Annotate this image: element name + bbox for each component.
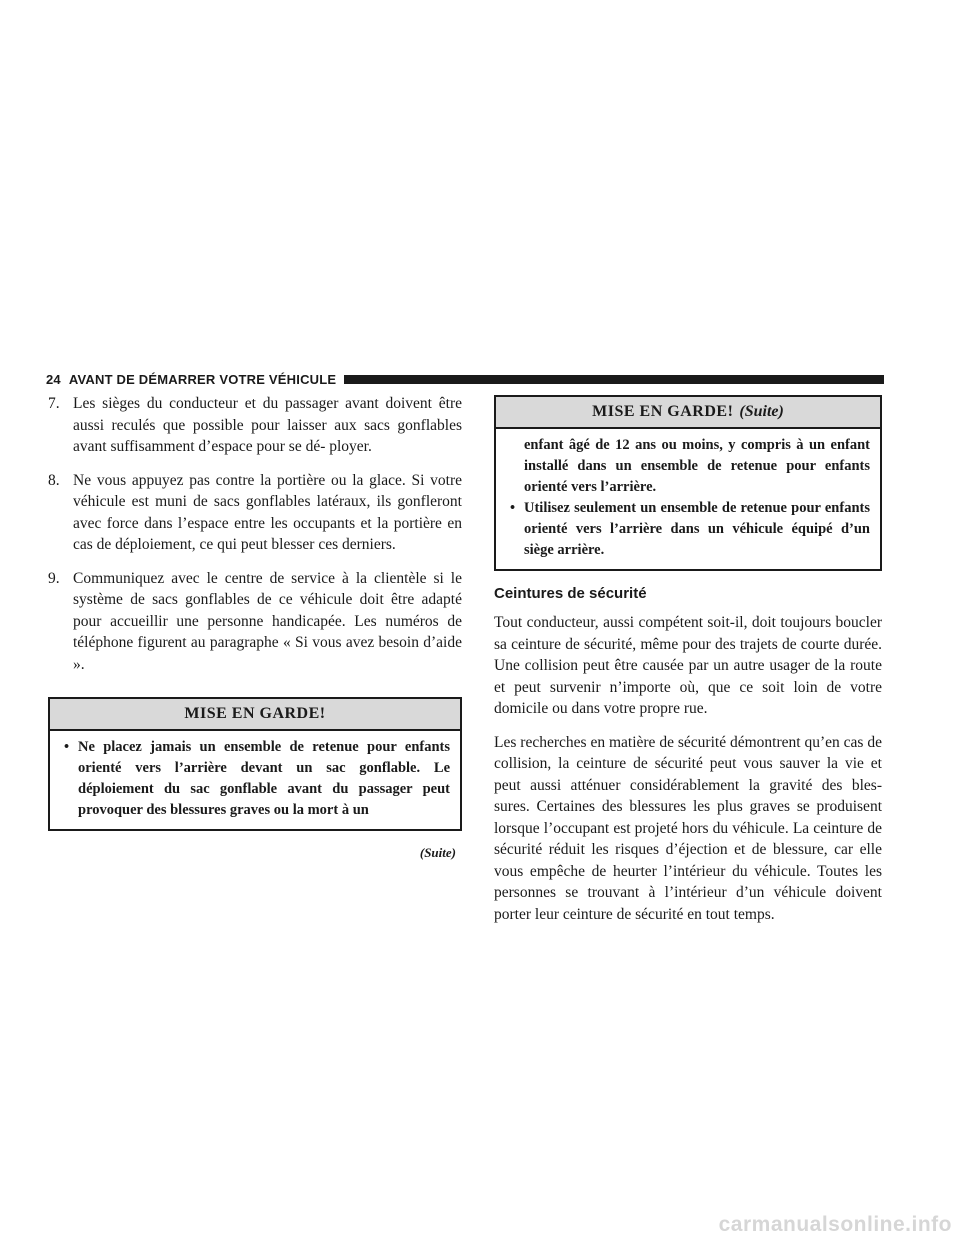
warning-bullet xyxy=(510,498,870,561)
list-item xyxy=(48,470,462,556)
item-text: Ne vous appuyez pas contre la portière ou la glace. Si votre véhicule est muni de sacs gonflables latéraux, ils gonfleront avec force dans l’espace entre les occupants et la portière en cas de déploiement, ce qui peut blesser ces derniers. xyxy=(73,471,462,553)
warning-title xyxy=(50,699,460,731)
section-title: Ceintures de sécurité xyxy=(494,585,647,602)
item-text: Les sièges du conducteur et du passager avant doivent être aussi reculés que possible pour laisser aux sacs gonflables avant suffisamment d’espace pour se dé- ployer. xyxy=(73,395,462,455)
page-header xyxy=(46,368,884,390)
bullet-icon: • xyxy=(64,739,70,755)
item-number: 8. xyxy=(48,471,60,489)
warning-title xyxy=(496,397,880,429)
item-number: 9. xyxy=(48,569,60,587)
warning-title-suffix: (Suite) xyxy=(739,403,784,420)
header-rule xyxy=(344,375,884,384)
chapter-title: AVANT DE DÉMARRER VOTRE VÉHICULE xyxy=(68,371,337,387)
warning-box-continued xyxy=(494,395,882,571)
warning-title-text: MISE EN GARDE! xyxy=(184,705,326,722)
warning-bullet xyxy=(64,737,450,821)
bullet-text: Ne placez jamais un ensemble de retenue pour enfants orienté vers l’arrière devant un sac gonflable. Le déploiement du sac gonflable avant du passager peut provoquer des blessures graves ou la mort à un xyxy=(78,739,450,818)
right-column xyxy=(494,395,882,925)
watermark-text: carmanualsonline.info xyxy=(718,1213,952,1236)
continued-label: (Suite) xyxy=(419,845,456,860)
warning-box xyxy=(48,697,462,831)
item-text: Communiquez avec le centre de service à la clientèle si le système de sacs gonflables de ce véhicule doit être adapté pour accueillir une personne handicapée. Les numéros de téléphone figurent au paragraphe « Si vous avez besoin d’aide ». xyxy=(73,569,462,673)
paragraph: Les recherches en matière de sécurité démontrent qu’en cas de collision, la ceinture de sécurité peut vous sauver la vie et peut aussi atténuer considérablement la gravité des bles- sures. Certaines des blessures les plus graves se produisent lorsque l’occupant est projeté hors du véhicule. La ceinture de sécurité réduit les risques d’éjection et de blessure, car elle vous empêche de heurter l’intérieur du véhicule. Toutes les personnes se trouvant à l’intérieur d’un véhicule doivent porter leur ceinture de sécurité en tout temps. xyxy=(494,733,882,923)
page-number: 24 xyxy=(46,371,61,387)
item-number: 7. xyxy=(48,395,60,412)
list-item xyxy=(48,568,462,676)
warning-body xyxy=(496,429,880,569)
watermark xyxy=(0,1208,960,1242)
warning-body xyxy=(50,731,460,829)
paragraph: Tout conducteur, aussi compétent soit-il, doit toujours boucler sa ceinture de sécurité, même pour des trajets de courte durée. Une collision peut être causée par un autre usager de la route et peut survenir n’importe où, que ce soit loin de votre domicile ou dans votre propre rue. xyxy=(494,614,882,717)
list-item xyxy=(48,393,462,458)
left-column xyxy=(48,393,462,861)
bullet-icon: • xyxy=(510,500,516,516)
bullet-text: Utilisez seulement un ensemble de retenue pour enfants orienté vers l’arrière dans un véhicule équipé d’un siège arrière. xyxy=(524,500,870,558)
warning-continuation: enfant âgé de 12 ans ou moins, y compris à un enfant installé dans un ensemble de retenue pour enfants orienté vers l’arrière. xyxy=(524,437,870,495)
warning-title-text: MISE EN GARDE! xyxy=(592,403,734,420)
